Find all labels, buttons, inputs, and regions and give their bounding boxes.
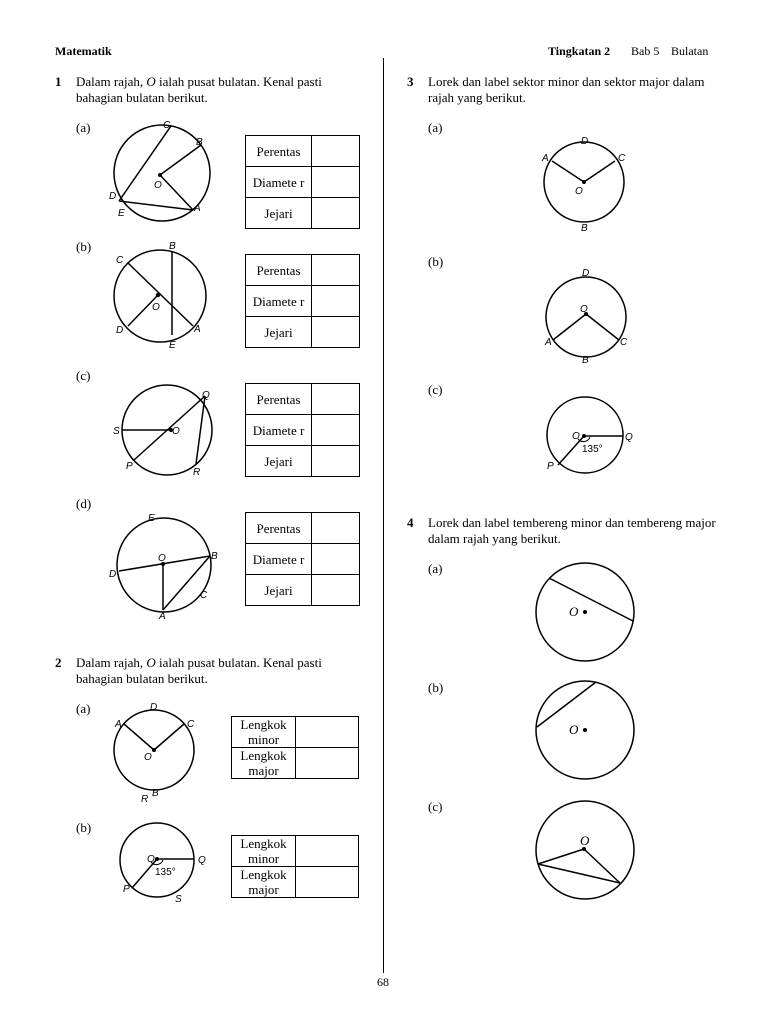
q4b-figure: [532, 680, 642, 782]
q3c-figure: [540, 395, 645, 480]
q4b-label: (b): [428, 680, 444, 695]
q4c-figure: [532, 800, 642, 902]
form-label: Tingkatan 2: [548, 44, 611, 58]
q2b-label: (b): [76, 820, 92, 835]
row-label: Jejari: [246, 575, 312, 606]
svg-text:O: O: [580, 304, 588, 315]
answer-cell[interactable]: [312, 286, 360, 317]
svg-text:B: B: [582, 355, 589, 366]
angle-label: 135°: [155, 867, 176, 878]
q1a-figure: [105, 118, 220, 223]
answer-cell[interactable]: [312, 317, 360, 348]
q1-number: 1: [55, 74, 62, 89]
answer-cell[interactable]: [296, 867, 359, 898]
q1d-table: [245, 512, 360, 606]
svg-text:R: R: [193, 467, 201, 478]
svg-text:B: B: [211, 551, 218, 562]
svg-text:E: E: [169, 340, 176, 351]
svg-text:O: O: [154, 180, 162, 191]
svg-text:A: A: [545, 337, 552, 348]
q3-text: Lorek dan label sektor minor dan sektor major dalam rajah yang berikut.: [428, 74, 705, 105]
q2a-table: [231, 716, 359, 779]
svg-text:S: S: [175, 894, 182, 905]
svg-text:A: A: [194, 324, 201, 335]
row-label: Diamete r: [246, 286, 312, 317]
column-divider: [383, 58, 384, 973]
q1d-label: (d): [76, 496, 92, 511]
row-label: Lengkok major: [232, 748, 296, 779]
row-label: Perentas: [246, 136, 312, 167]
q2b-table: [231, 835, 359, 898]
svg-text:O: O: [144, 752, 152, 763]
row-label: Jejari: [246, 317, 312, 348]
svg-text:C: C: [200, 590, 208, 601]
answer-cell[interactable]: [296, 748, 359, 779]
svg-text:Q: Q: [202, 390, 210, 401]
svg-text:C: C: [618, 153, 626, 164]
svg-text:O: O: [569, 722, 579, 737]
svg-text:B: B: [581, 223, 588, 234]
answer-cell[interactable]: [312, 384, 360, 415]
answer-cell[interactable]: [312, 198, 360, 229]
q3b-label: (b): [428, 254, 444, 269]
svg-text:A: A: [159, 611, 166, 622]
svg-text:D: D: [116, 325, 124, 336]
row-label: Perentas: [246, 255, 312, 286]
q1a-label: (a): [76, 120, 91, 135]
svg-text:D: D: [109, 191, 117, 202]
svg-text:P: P: [126, 461, 133, 472]
q1-text: Dalam rajah, O ialah pusat bulatan. Kenal pasti bahagian bulatan berikut.: [76, 74, 322, 105]
svg-text:O: O: [572, 431, 580, 442]
q3a-label: (a): [428, 120, 443, 135]
q4-text: Lorek dan label tembereng minor dan tembereng major dalam rajah yang berikut.: [428, 515, 716, 546]
q3-number: 3: [407, 74, 414, 89]
row-label: Diamete r: [246, 167, 312, 198]
svg-text:A: A: [115, 719, 122, 730]
answer-cell[interactable]: [312, 544, 360, 575]
answer-cell[interactable]: [312, 575, 360, 606]
row-label: Diamete r: [246, 544, 312, 575]
svg-text:O: O: [172, 426, 180, 437]
q1b-label: (b): [76, 239, 92, 254]
row-label: Lengkok minor: [232, 717, 296, 748]
svg-text:B: B: [152, 788, 159, 799]
svg-text:E: E: [148, 513, 155, 524]
page-number: 68: [377, 975, 389, 989]
answer-cell[interactable]: [312, 136, 360, 167]
svg-text:A: A: [194, 203, 201, 214]
svg-text:S: S: [113, 426, 120, 437]
svg-text:O: O: [147, 854, 155, 865]
q3c-label: (c): [428, 382, 443, 397]
q1d-figure: [108, 510, 223, 625]
answer-cell[interactable]: [296, 717, 359, 748]
svg-text:R: R: [141, 794, 149, 805]
svg-text:P: P: [123, 884, 130, 895]
svg-text:C: C: [187, 719, 195, 730]
q2b-figure: [112, 820, 217, 905]
q4-number: 4: [407, 515, 414, 530]
q1c-figure: [108, 385, 223, 480]
svg-text:C: C: [163, 120, 171, 131]
q3a-figure: [535, 135, 635, 235]
chapter-label: Bab 5: [631, 44, 660, 58]
q2a-figure: [110, 700, 210, 805]
row-label: Perentas: [246, 513, 312, 544]
q4a-label: (a): [428, 561, 443, 576]
svg-text:O: O: [569, 604, 579, 619]
row-label: Jejari: [246, 446, 312, 477]
q1b-figure: [105, 238, 220, 351]
svg-text:O: O: [152, 302, 160, 313]
answer-cell[interactable]: [312, 167, 360, 198]
svg-text:D: D: [150, 702, 158, 713]
svg-text:C: C: [116, 255, 124, 266]
angle-label: 135°: [582, 444, 603, 455]
answer-cell[interactable]: [312, 513, 360, 544]
svg-text:A: A: [542, 153, 549, 164]
q2-text: Dalam rajah, O ialah pusat bulatan. Kenal pasti bahagian bulatan berikut.: [76, 655, 322, 686]
q4a-figure: [532, 562, 642, 664]
svg-text:O: O: [158, 553, 166, 564]
svg-text:Q: Q: [625, 432, 633, 443]
svg-text:P: P: [547, 461, 554, 472]
q2-number: 2: [55, 655, 62, 670]
row-label: Diamete r: [246, 415, 312, 446]
svg-text:D: D: [581, 136, 589, 147]
q4c-label: (c): [428, 799, 443, 814]
q3b-figure: [535, 265, 635, 370]
subject-label: Matematik: [55, 44, 112, 58]
row-label: Jejari: [246, 198, 312, 229]
svg-text:O: O: [580, 833, 590, 848]
svg-text:O: O: [575, 186, 583, 197]
q1a-table: [245, 135, 360, 229]
q2a-label: (a): [76, 701, 91, 716]
answer-cell[interactable]: [296, 836, 359, 867]
q1c-label: (c): [76, 368, 91, 383]
answer-cell[interactable]: [312, 415, 360, 446]
q1c-table: [245, 383, 360, 477]
row-label: Lengkok minor: [232, 836, 296, 867]
row-label: Perentas: [246, 384, 312, 415]
q1b-table: [245, 254, 360, 348]
svg-text:B: B: [196, 137, 203, 148]
svg-text:D: D: [109, 569, 117, 580]
svg-text:Q: Q: [198, 855, 206, 866]
svg-text:C: C: [620, 337, 628, 348]
answer-cell[interactable]: [312, 446, 360, 477]
row-label: Lengkok major: [232, 867, 296, 898]
answer-cell[interactable]: [312, 255, 360, 286]
svg-text:B: B: [169, 241, 176, 252]
topic-label: Bulatan: [671, 44, 709, 58]
svg-text:D: D: [582, 268, 590, 279]
svg-text:E: E: [118, 208, 125, 219]
